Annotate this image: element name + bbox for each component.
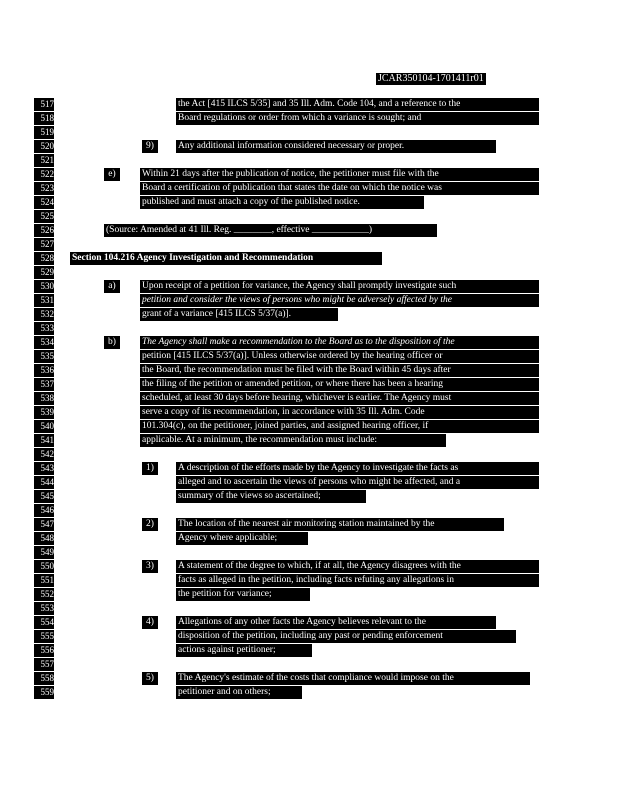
line-number: 541 xyxy=(34,434,54,447)
line-number: 544 xyxy=(34,476,54,489)
line-number: 556 xyxy=(34,644,54,657)
body-text-line: grant of a variance [415 ILCS 5/37(a)]. xyxy=(140,308,338,321)
line-number: 533 xyxy=(34,322,54,335)
body-text-line: A statement of the degree to which, if at all, the Agency disagrees with the xyxy=(176,560,539,573)
body-text-line: petition [415 ILCS 5/37(a)]. Unless otherwise ordered by the hearing officer or xyxy=(140,350,539,363)
document-code: JCAR350104-1701411r01 xyxy=(378,73,484,84)
line-number: 543 xyxy=(34,462,54,475)
line-number: 553 xyxy=(34,602,54,615)
body-text-line: The Agency's estimate of the costs that compliance would impose on the xyxy=(176,672,530,685)
body-text-line: applicable. At a minimum, the recommendation must include: xyxy=(140,434,446,447)
line-number: 534 xyxy=(34,336,54,349)
body-text-line: the filing of the petition or amended petition, or where there has been a hearing xyxy=(140,378,539,391)
line-number: 540 xyxy=(34,420,54,433)
line-number: 539 xyxy=(34,406,54,419)
body-text-line: Agency where applicable; xyxy=(176,532,308,545)
line-number: 554 xyxy=(34,616,54,629)
body-text-line: Board regulations or order from which a variance is sought; and xyxy=(176,112,539,125)
list-label: 5) xyxy=(142,672,158,685)
body-text-line: published and must attach a copy of the published notice. xyxy=(140,196,424,209)
line-number: 524 xyxy=(34,196,54,209)
line-number: 558 xyxy=(34,672,54,685)
body-text-line: scheduled, at least 30 days before hearing, whichever is earlier. The Agency must xyxy=(140,392,539,405)
line-number: 559 xyxy=(34,686,54,699)
line-number: 551 xyxy=(34,574,54,587)
body-text-line: the Act [415 ILCS 5/35] and 35 Ill. Adm. Code 104, and a reference to the xyxy=(176,98,539,111)
line-number: 548 xyxy=(34,532,54,545)
body-text-line: A description of the efforts made by the Agency to investigate the facts as xyxy=(176,462,539,475)
body-text-line: Any additional information considered necessary or proper. xyxy=(176,140,496,153)
line-number: 519 xyxy=(34,126,54,139)
list-label: 1) xyxy=(142,462,158,475)
line-number: 535 xyxy=(34,350,54,363)
line-number: 527 xyxy=(34,238,54,251)
line-number: 530 xyxy=(34,280,54,293)
line-number: 536 xyxy=(34,364,54,377)
line-number: 526 xyxy=(34,224,54,237)
body-text-line: disposition of the petition, including any past or pending enforcement xyxy=(176,630,516,643)
line-number: 529 xyxy=(34,266,54,279)
list-label: 9) xyxy=(142,140,158,153)
line-number: 517 xyxy=(34,98,54,111)
line-number: 525 xyxy=(34,210,54,223)
body-text-line: summary of the views so ascertained; xyxy=(176,490,366,503)
line-number: 546 xyxy=(34,504,54,517)
list-label: e) xyxy=(104,168,120,181)
line-number: 538 xyxy=(34,392,54,405)
line-number: 555 xyxy=(34,630,54,643)
line-number: 550 xyxy=(34,560,54,573)
line-number: 522 xyxy=(34,168,54,181)
body-text-line: The Agency shall make a recommendation to the Board as to the disposition of the xyxy=(140,336,539,349)
body-text-line: Allegations of any other facts the Agency believes relevant to the xyxy=(176,616,496,629)
body-text-line: serve a copy of its recommendation, in accordance with 35 Ill. Adm. Code xyxy=(140,406,539,419)
line-number: 547 xyxy=(34,518,54,531)
line-number: 537 xyxy=(34,378,54,391)
body-text-line: Board a certification of publication that states the date on which the notice was xyxy=(140,182,539,195)
body-text-line: 101.304(c), on the petitioner, joined parties, and assigned hearing officer, if xyxy=(140,420,539,433)
line-number: 557 xyxy=(34,658,54,671)
list-label: b) xyxy=(104,336,120,349)
body-text-line: The location of the nearest air monitoring station maintained by the xyxy=(176,518,504,531)
line-number: 532 xyxy=(34,308,54,321)
line-number: 520 xyxy=(34,140,54,153)
section-heading: Section 104.216 Agency Investigation and Recommendation xyxy=(70,252,382,265)
line-number: 521 xyxy=(34,154,54,167)
line-number: 523 xyxy=(34,182,54,195)
body-text-line: petition and consider the views of persons who might be adversely affected by the xyxy=(140,294,539,307)
line-number: 549 xyxy=(34,546,54,559)
body-text-line: petitioner and on others; xyxy=(176,686,302,699)
line-number: 531 xyxy=(34,294,54,307)
body-text-line: actions against petitioner; xyxy=(176,644,312,657)
body-text-line: alleged and to ascertain the views of persons who might be affected, and a xyxy=(176,476,539,489)
body-text-line: the Board, the recommendation must be filed with the Board within 45 days after xyxy=(140,364,539,377)
body-text-line: the petition for variance; xyxy=(176,588,310,601)
line-number: 552 xyxy=(34,588,54,601)
line-number: 545 xyxy=(34,490,54,503)
source-note: (Source: Amended at 41 Ill. Reg. ________, effective ____________) xyxy=(104,224,437,237)
body-text-line: facts as alleged in the petition, including facts refuting any allegations in xyxy=(176,574,539,587)
list-label: 4) xyxy=(142,616,158,629)
body-text-line: Within 21 days after the publication of notice, the petitioner must file with the xyxy=(140,168,539,181)
line-number: 518 xyxy=(34,112,54,125)
body-text-line: Upon receipt of a petition for variance, the Agency shall promptly investigate such xyxy=(140,280,539,293)
list-label: 3) xyxy=(142,560,158,573)
list-label: a) xyxy=(104,280,120,293)
line-number: 542 xyxy=(34,448,54,461)
line-number: 528 xyxy=(34,252,54,265)
list-label: 2) xyxy=(142,518,158,531)
